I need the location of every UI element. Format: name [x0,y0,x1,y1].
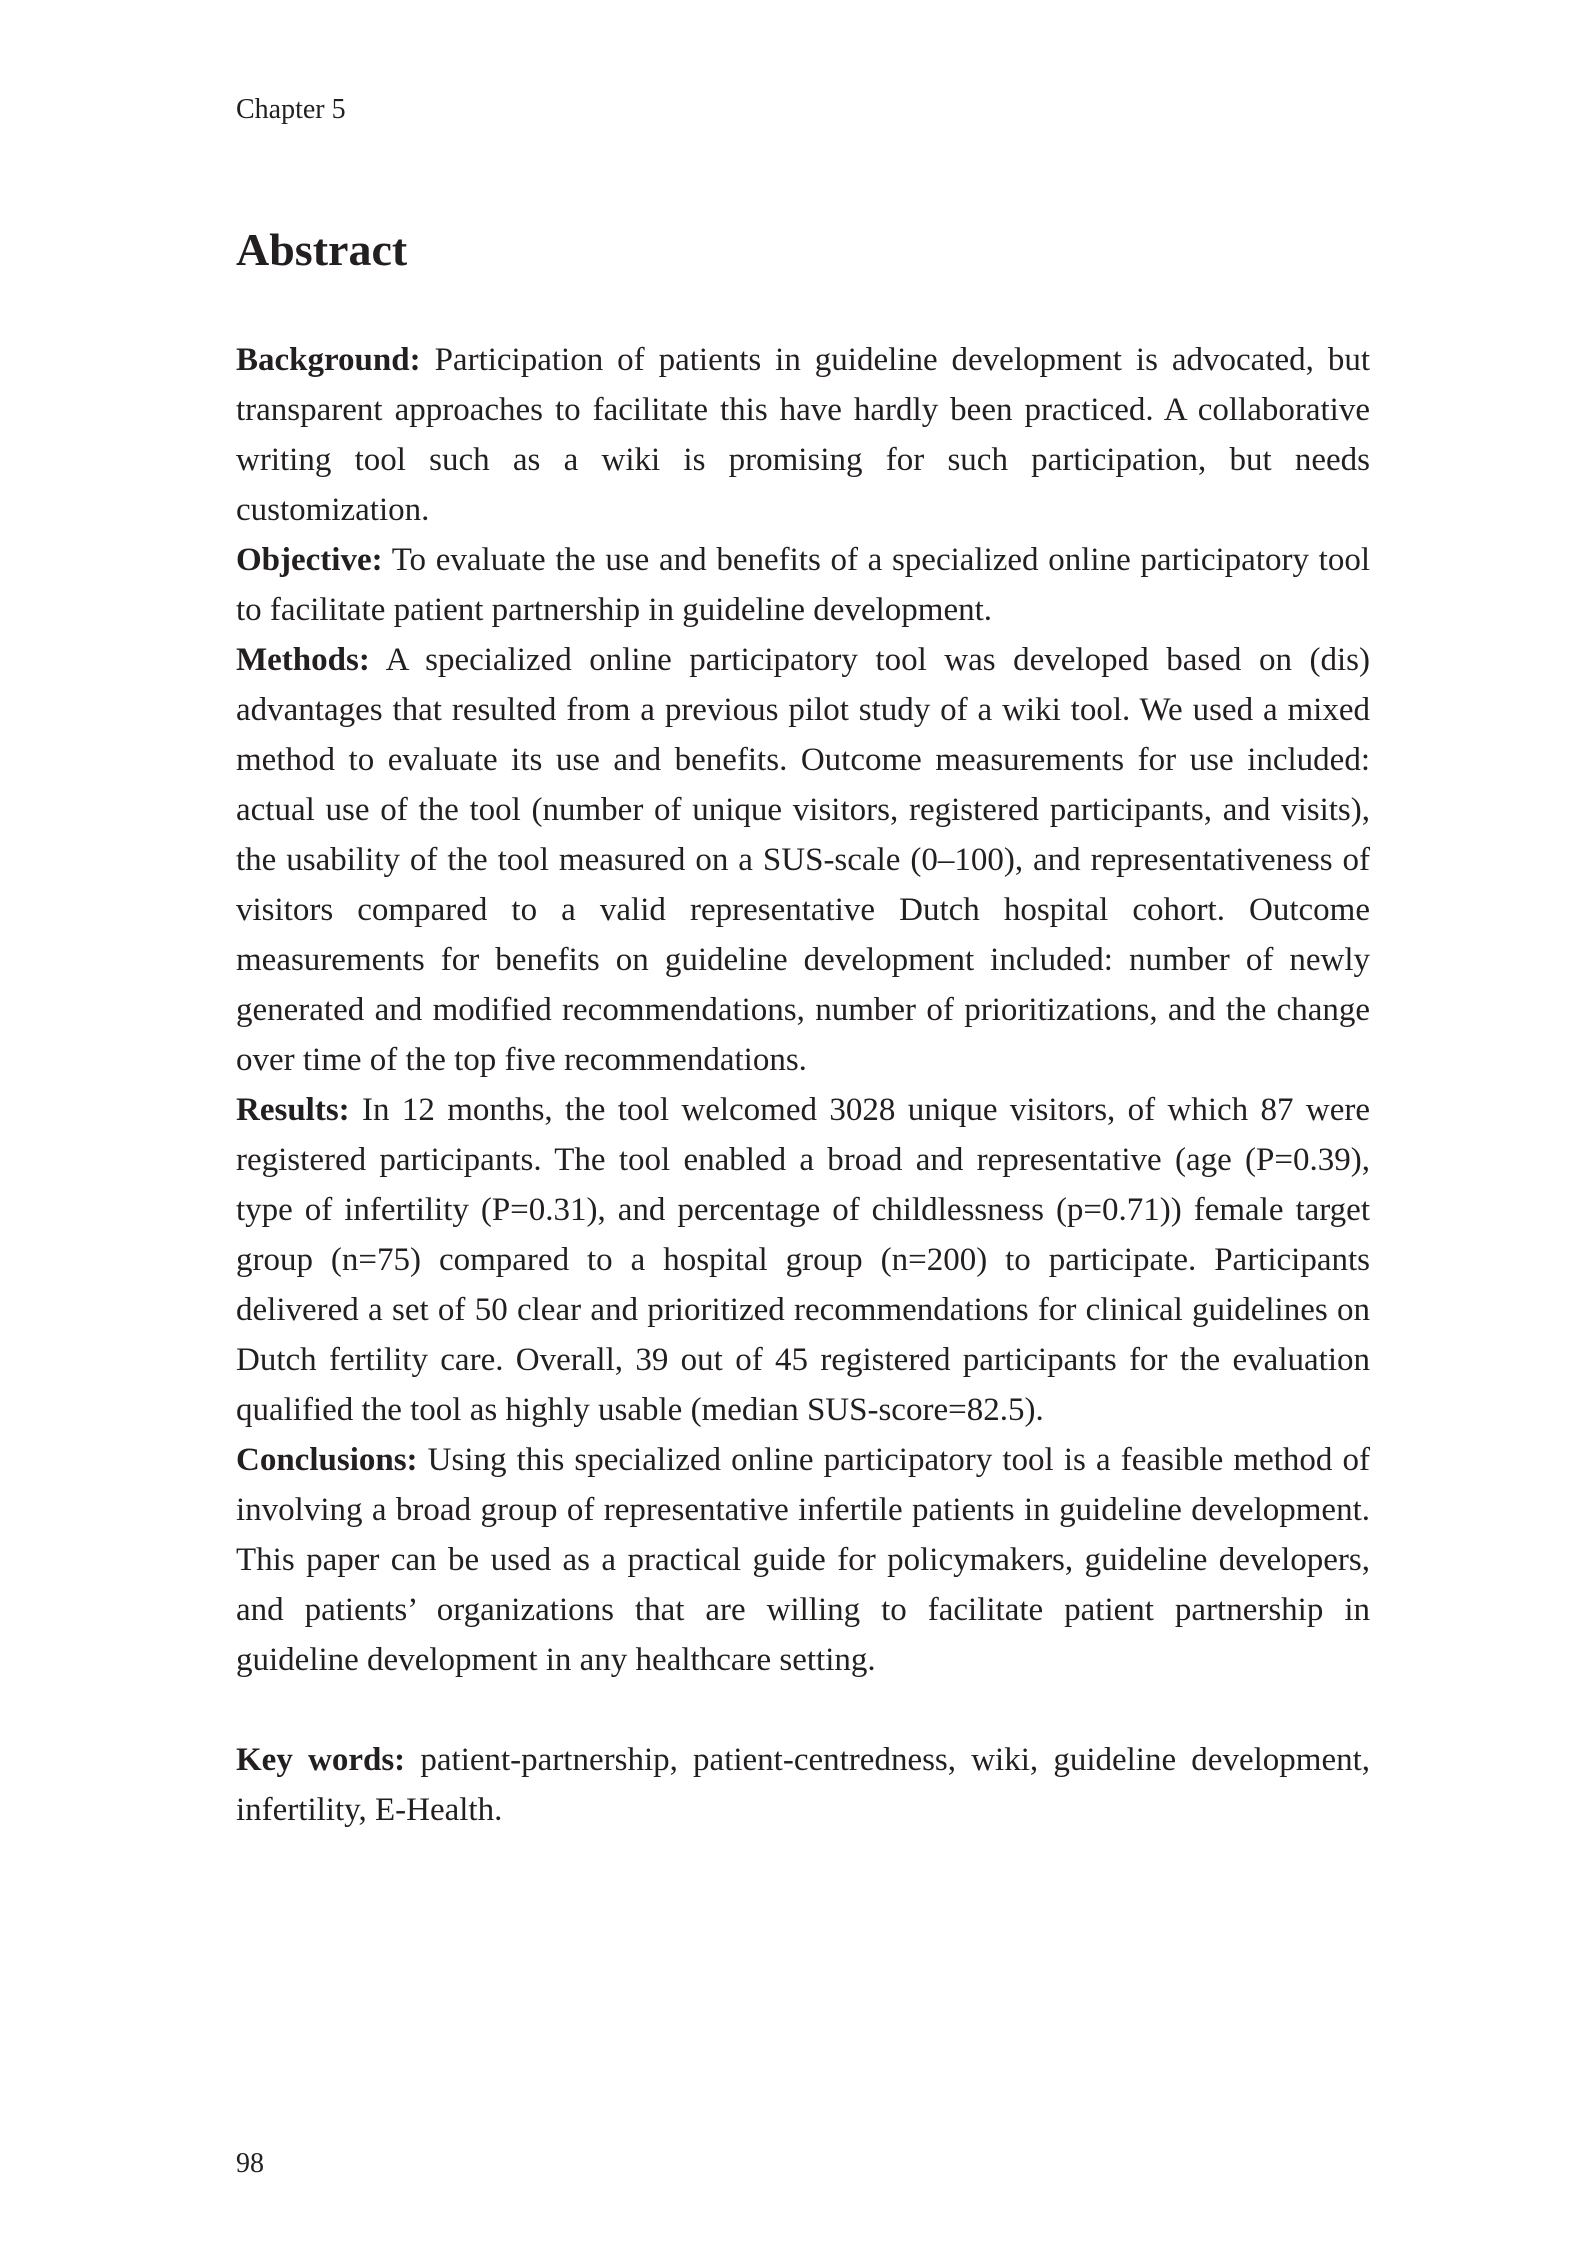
methods-text: A specialized online participatory tool was developed based on (dis) advantages that resulted from a previous pilot study of a wiki tool. We used a mixed method to evaluate its use and benefits. Outcome measurements for use included: actual use of the tool (number of unique visitors, registered participants, and visits), the usability of the tool measured on a SUS-scale (0–100), and representativeness of visitors compared to a valid representative Dutch hospital cohort. Outcome measurements for benefits on guideline development included: number of newly generated and modified recommendations, number of prioritizations, and the change over time of the top five recommendations. [236,642,1370,1078]
objective-paragraph [236,535,1370,635]
conclusions-text: Using this specialized online participatory tool is a feasible method of involving a broad group of representative infertile patients in guideline development. This paper can be used as a practical guide for policymakers, guideline developers, and patients’ organizations that are willing to facilitate patient partnership in guideline development in any healthcare setting. [236,1442,1370,1678]
objective-label: Objective: [236,542,383,578]
abstract-title: Abstract [236,224,408,275]
keywords-text: patient-partnership, patient-centredness, wiki, guideline development, infertility, E-Health. [236,1742,1371,1828]
methods-paragraph [236,635,1370,1085]
results-paragraph [236,1085,1370,1435]
results-label: Results: [236,1092,350,1128]
background-text: Participation of patients in guideline development is advocated, but transparent approaches to facilitate this have hardly been practiced. A collaborative writing tool such as a wiki is promising for such participation, but needs customization. [236,342,1371,528]
conclusions-label: Conclusions: [236,1442,418,1478]
page-number: 98 [236,2148,264,2179]
background-label: Background: [236,342,421,378]
results-text: In 12 months, the tool welcomed 3028 unique visitors, of which 87 were registered participants. The tool enabled a broad and representative (age (P=0.39), type of infertility (P=0.31), and percentage of childlessness (p=0.71)) female target group (n=75) compared to a hospital group (n=200) to participate. Participants delivered a set of 50 clear and prioritized recommendations for clinical guidelines on Dutch fertility care. Overall, 39 out of 45 registered participants for the evaluation qualified the tool as highly usable (median SUS-score=82.5). [236,1092,1370,1428]
abstract-body [236,335,1370,1685]
conclusions-paragraph [236,1435,1370,1685]
running-header: Chapter 5 [236,94,346,125]
background-paragraph [236,335,1370,535]
methods-label: Methods: [236,642,370,678]
objective-text: To evaluate the use and benefits of a specialized online participatory tool to facilitate patient partnership in guideline development. [236,542,1371,628]
keywords-paragraph [236,1735,1370,1835]
keywords-label: Key words: [236,1742,406,1778]
